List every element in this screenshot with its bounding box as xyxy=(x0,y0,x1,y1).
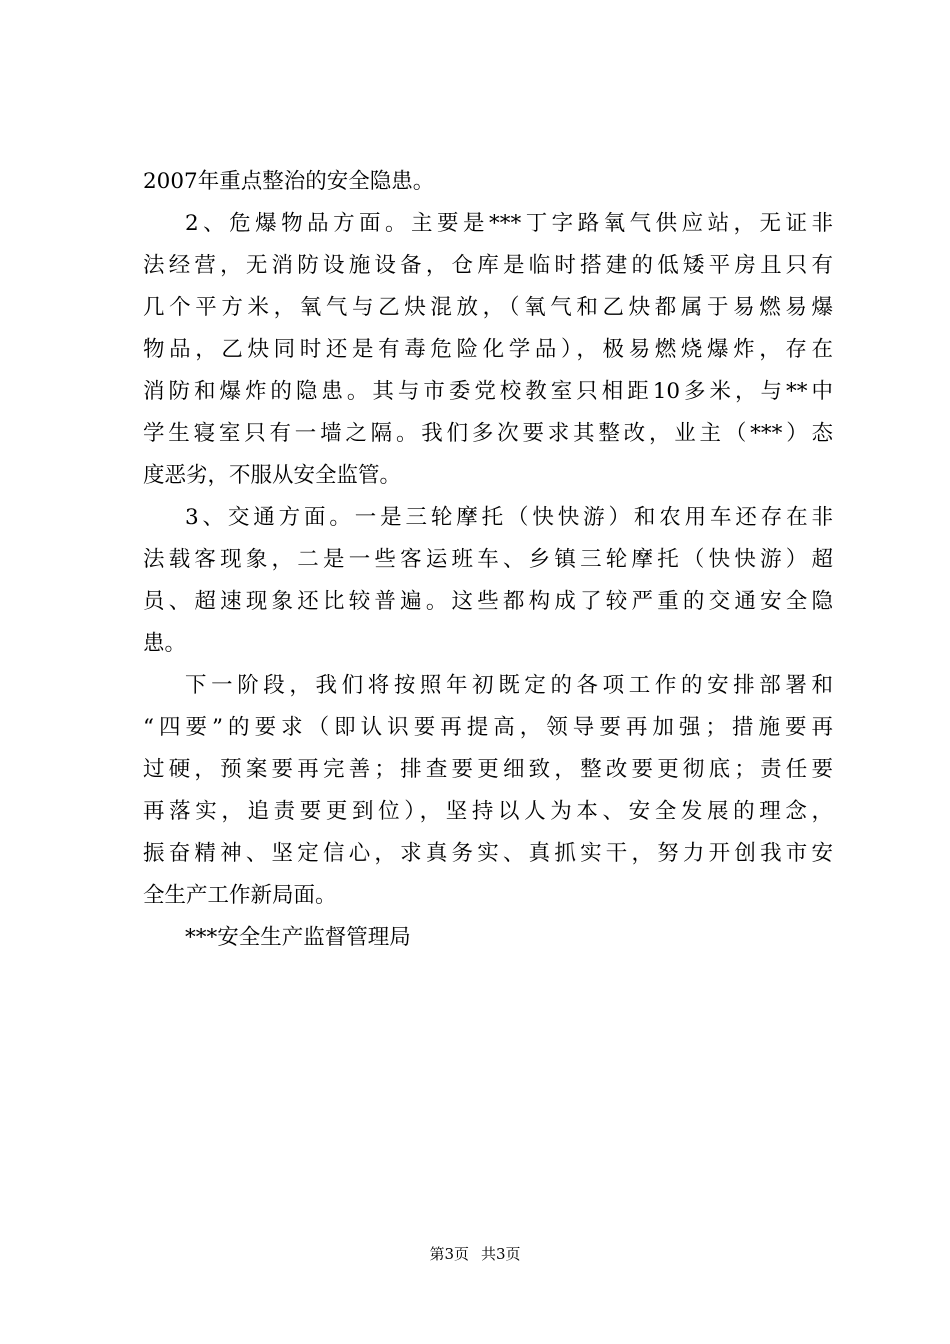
text-line: 消防和爆炸的隐患。其与市委党校教室只相距10多米，与**中 xyxy=(143,379,833,404)
page-total: 共3页 xyxy=(481,1245,521,1263)
text-line: 振奋精神、坚定信心，求真务实、真抓实干，努力开创我市安 xyxy=(143,841,833,866)
page-number: 第3页 xyxy=(429,1245,469,1263)
text-line: 过硬，预案要再完善；排查要更细致，整改要更彻底；责任要 xyxy=(143,757,833,782)
text-line: 物品，乙炔同时还是有毒危险化学品），极易燃烧爆炸，存在 xyxy=(143,337,833,362)
text-line: 员、超速现象还比较普遍。这些都构成了较严重的交通安全隐 xyxy=(143,589,833,614)
text-line: 学生寝室只有一墙之隔。我们多次要求其整改，业主（***）态 xyxy=(143,421,833,446)
text-line: 法经营，无消防设施设备，仓库是临时搭建的低矮平房且只有 xyxy=(143,253,833,278)
text-line: 法载客现象，二是一些客运班车、乡镇三轮摩托（快快游）超 xyxy=(143,547,833,572)
text-line: 患。 xyxy=(143,631,187,656)
text-line: 再落实，追责要更到位），坚持以人为本、安全发展的理念， xyxy=(143,799,833,824)
text-line: 几个平方米，氧气与乙炔混放，（氧气和乙炔都属于易燃易爆 xyxy=(143,295,833,320)
signature-line: ***安全生产监督管理局 xyxy=(185,925,411,950)
text-line: 2007年重点整治的安全隐患。 xyxy=(143,169,435,194)
text-line: 3、交通方面。一是三轮摩托（快快游）和农用车还存在非 xyxy=(185,505,833,530)
text-line: 下一阶段，我们将按照年初既定的各项工作的安排部署和 xyxy=(185,673,833,698)
page-footer xyxy=(0,1244,950,1264)
document-body xyxy=(143,161,833,959)
text-line: 全生产工作新局面。 xyxy=(143,883,337,908)
text-line: 度恶劣，不服从安全监管。 xyxy=(143,463,402,488)
text-line: “四要”的要求（即认识要再提高，领导要再加强；措施要再 xyxy=(143,715,833,740)
text-line: 2、危爆物品方面。主要是***丁字路氧气供应站，无证非 xyxy=(185,211,833,236)
